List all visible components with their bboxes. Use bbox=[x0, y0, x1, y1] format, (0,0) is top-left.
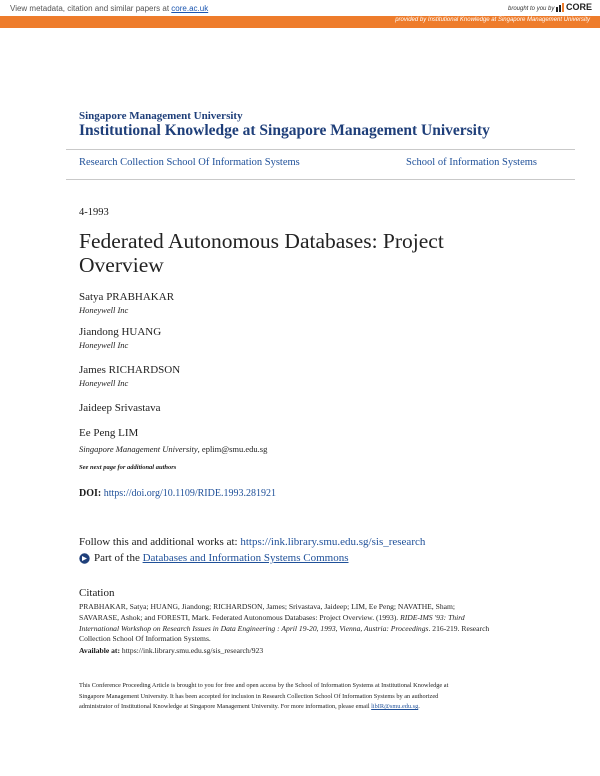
core-logo[interactable] bbox=[556, 2, 592, 12]
collection-link-research[interactable]: Research Collection School Of Information Systems bbox=[79, 157, 300, 168]
author-affiliation: Honeywell Inc bbox=[79, 305, 129, 315]
core-logo-icon bbox=[556, 3, 564, 12]
author-name: Jiandong HUANG bbox=[79, 326, 162, 338]
follow-link[interactable]: https://ink.library.smu.edu.sg/sis_research bbox=[240, 536, 426, 548]
divider-bottom bbox=[66, 179, 575, 180]
core-logo-text: CORE bbox=[566, 2, 593, 12]
available-at-line: Available at: https://ink.library.smu.edu.sg/sis_research/923 bbox=[79, 646, 264, 655]
doi-line bbox=[79, 488, 276, 499]
doi-label: DOI: bbox=[79, 488, 102, 499]
author-name: James RICHARDSON bbox=[79, 364, 181, 376]
citation-heading: Citation bbox=[79, 587, 115, 599]
author-affiliation: Singapore Management University, eplim@smu.edu.sg bbox=[79, 444, 268, 454]
more-authors-note: See next page for additional authors bbox=[79, 464, 177, 471]
contact-email-link[interactable]: libIR@smu.edu.sg bbox=[371, 703, 419, 711]
follow-line: Follow this and additional works at: https://ink.library.smu.edu.sg/sis_research bbox=[79, 536, 426, 548]
doi-link[interactable]: https://doi.org/10.1109/RIDE.1993.281921 bbox=[103, 488, 276, 499]
author-affiliation: Honeywell Inc bbox=[79, 378, 129, 388]
commons-network-icon bbox=[79, 553, 90, 564]
brought-to-you-text: brought to you by bbox=[508, 6, 555, 12]
part-of-line: Part of the Databases and Information Systems Commons bbox=[79, 552, 349, 564]
core-link[interactable]: core.ac.uk bbox=[171, 4, 209, 13]
paper-title: Federated Autonomous Databases: Project Overview bbox=[79, 229, 444, 277]
core-metadata-text: View metadata, citation and similar papers at core.ac.uk bbox=[10, 4, 209, 13]
author-name: Ee Peng LIM bbox=[79, 427, 139, 439]
collection-link-school[interactable]: School of Information Systems bbox=[406, 157, 537, 168]
author-name: Jaideep Srivastava bbox=[79, 402, 161, 414]
divider-top bbox=[66, 149, 575, 150]
author-name: Satya PRABHAKAR bbox=[79, 291, 175, 303]
provided-by-text: provided by Institutional Knowledge at Singapore Management University bbox=[395, 17, 590, 23]
institution-name[interactable]: Singapore Management University bbox=[79, 110, 243, 122]
commons-link[interactable]: Databases and Information Systems Commons bbox=[142, 552, 349, 564]
publication-date: 4-1993 bbox=[79, 207, 109, 218]
author-affiliation: Honeywell Inc bbox=[79, 340, 129, 350]
available-link[interactable]: https://ink.library.smu.edu.sg/sis_research/923 bbox=[120, 646, 264, 655]
access-statement: This Conference Proceeding Article is brought to you for free and open access by the School of Information Systems at Institutional Knowledge at Singapore Management University. It has been accepted for inclusion in Research Collection School Of Information Systems by an authorized administrator of Institutional Knowledge at Singapore Management University. For more information, please email libIR@smu.edu.sg. bbox=[79, 682, 449, 711]
citation-text: PRABHAKAR, Satya; HUANG, Jiandong; RICHARDSON, James; Srivastava, Jaideep; LIM, Ee Peng; NAVATHE, Sham; SAVARASE, Ashok; and FORESTI, Mark. Federated Autonomous Databases: Project Overview. (1993). RIDE-IMS '93: Third International Workshop on Research Issues in Data Engineering : April 19-20, 1993, Vienna, Austria: Proceedings. 216-219. Research Collection School Of Information Systems. bbox=[79, 602, 490, 644]
author-email: , eplim@smu.edu.sg bbox=[197, 444, 268, 454]
repository-name[interactable]: Institutional Knowledge at Singapore Management University bbox=[79, 122, 490, 139]
